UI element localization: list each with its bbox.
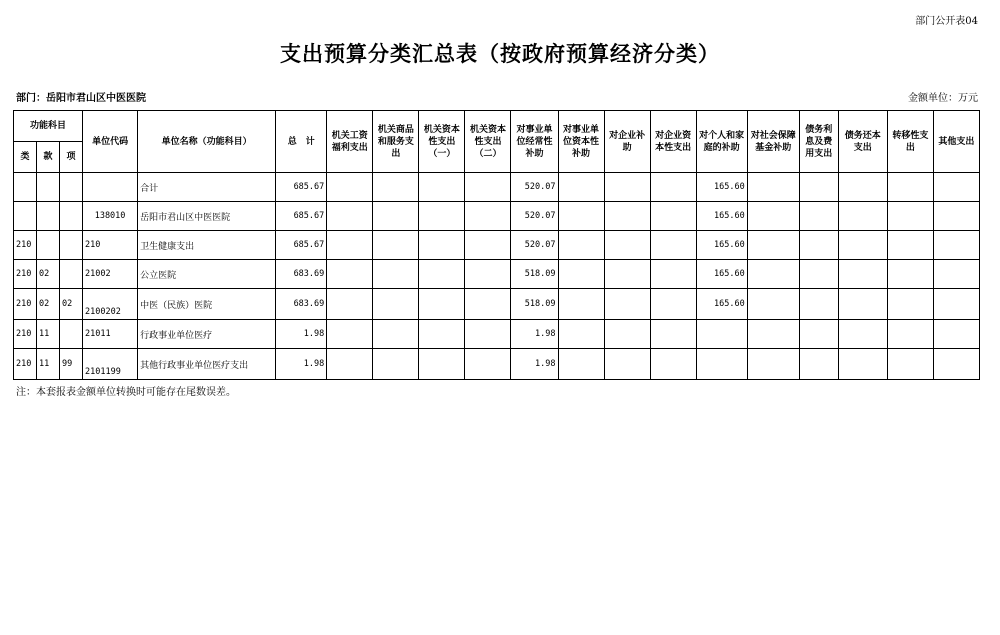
cell-transfer (887, 320, 933, 349)
kuan-cell: 11 (37, 320, 60, 349)
kuan-cell (37, 231, 60, 260)
cell-enterprise-subsidy (604, 202, 650, 231)
cell-staff-welfare (327, 289, 373, 320)
unit-code-cell: 2100202 (83, 289, 138, 320)
cell-enterprise-subsidy (604, 289, 650, 320)
cell-enterprise-capital (650, 202, 696, 231)
table-row (14, 289, 980, 320)
table-row (14, 231, 980, 260)
cell-institution-capital (558, 320, 604, 349)
cell-institution-recurrent: 520.07 (511, 202, 558, 231)
cell-debt-principal (838, 260, 887, 289)
cell-debt-interest (799, 289, 838, 320)
cell-debt-principal (838, 320, 887, 349)
form-number: 部门公开表04 (915, 16, 978, 27)
cell-debt-interest (799, 173, 838, 202)
cell-staff-welfare (327, 202, 373, 231)
total-cell: 683.69 (276, 289, 327, 320)
unit-name-cell: 岳阳市君山区中医医院 (138, 202, 276, 231)
cell-other (933, 231, 979, 260)
cell-institution-recurrent: 520.07 (511, 231, 558, 260)
cell-transfer (887, 231, 933, 260)
cell-enterprise-capital (650, 289, 696, 320)
cell-goods-services (373, 320, 419, 349)
cell-capital-1 (419, 289, 465, 320)
total-cell: 685.67 (276, 202, 327, 231)
cell-goods-services (373, 349, 419, 380)
xiang-cell (60, 260, 83, 289)
cell-capital-2 (465, 320, 511, 349)
total-cell: 685.67 (276, 173, 327, 202)
cell-transfer (887, 173, 933, 202)
cell-enterprise-subsidy (604, 320, 650, 349)
cell-social-security (747, 231, 799, 260)
col-header-debt-interest: 债务利息及费用支出 (799, 111, 838, 173)
budget-table (13, 110, 980, 380)
col-header-other: 其他支出 (933, 111, 979, 173)
cell-social-security (747, 173, 799, 202)
cell-institution-capital (558, 173, 604, 202)
kuan-header: 款 (37, 142, 60, 173)
unit-name-cell: 行政事业单位医疗 (138, 320, 276, 349)
cell-goods-services (373, 231, 419, 260)
cell-goods-services (373, 173, 419, 202)
cell-capital-2 (465, 260, 511, 289)
cell-capital-1 (419, 173, 465, 202)
cell-other (933, 320, 979, 349)
cell-capital-1 (419, 202, 465, 231)
cell-household-subsidy: 165.60 (696, 173, 747, 202)
cell-social-security (747, 349, 799, 380)
cell-other (933, 349, 979, 380)
cell-household-subsidy: 165.60 (696, 202, 747, 231)
total-cell: 1.98 (276, 349, 327, 380)
cell-debt-interest (799, 202, 838, 231)
cell-institution-recurrent: 518.09 (511, 289, 558, 320)
lei-cell (14, 202, 37, 231)
cell-household-subsidy (696, 349, 747, 380)
unit-name-header: 单位名称（功能科目） (138, 111, 276, 173)
cell-capital-2 (465, 231, 511, 260)
xiang-cell (60, 202, 83, 231)
xiang-cell (60, 173, 83, 202)
cell-debt-principal (838, 289, 887, 320)
cell-enterprise-subsidy (604, 349, 650, 380)
cell-debt-interest (799, 260, 838, 289)
unit-code-cell (83, 173, 138, 202)
col-header-institution-capital: 对事业单位资本性补助 (558, 111, 604, 173)
cell-other (933, 260, 979, 289)
unit-code-header: 单位代码 (83, 111, 138, 173)
lei-cell: 210 (14, 289, 37, 320)
cell-institution-recurrent: 1.98 (511, 349, 558, 380)
lei-cell (14, 173, 37, 202)
cell-institution-capital (558, 202, 604, 231)
kuan-cell (37, 173, 60, 202)
xiang-cell: 02 (60, 289, 83, 320)
cell-institution-capital (558, 260, 604, 289)
cell-enterprise-capital (650, 260, 696, 289)
unit-code-cell: 21002 (83, 260, 138, 289)
col-header-transfer: 转移性支出 (887, 111, 933, 173)
lei-cell: 210 (14, 320, 37, 349)
cell-social-security (747, 260, 799, 289)
cell-household-subsidy: 165.60 (696, 289, 747, 320)
xiang-cell (60, 231, 83, 260)
cell-debt-interest (799, 349, 838, 380)
total-cell: 685.67 (276, 231, 327, 260)
func-subject-header: 功能科目 (14, 111, 83, 142)
kuan-cell (37, 202, 60, 231)
cell-transfer (887, 260, 933, 289)
cell-other (933, 289, 979, 320)
page-title: 支出预算分类汇总表（按政府预算经济分类） (280, 41, 720, 66)
kuan-cell: 11 (37, 349, 60, 380)
cell-transfer (887, 202, 933, 231)
cell-staff-welfare (327, 349, 373, 380)
cell-enterprise-capital (650, 320, 696, 349)
cell-household-subsidy (696, 320, 747, 349)
cell-capital-2 (465, 173, 511, 202)
cell-social-security (747, 320, 799, 349)
col-header-capital-1: 机关资本性支出（一） (419, 111, 465, 173)
cell-institution-capital (558, 349, 604, 380)
col-header-household-subsidy: 对个人和家庭的补助 (696, 111, 747, 173)
cell-enterprise-subsidy (604, 231, 650, 260)
cell-staff-welfare (327, 231, 373, 260)
col-header-staff-welfare: 机关工资福利支出 (327, 111, 373, 173)
kuan-cell: 02 (37, 289, 60, 320)
cell-debt-principal (838, 349, 887, 380)
cell-capital-2 (465, 202, 511, 231)
cell-household-subsidy: 165.60 (696, 260, 747, 289)
xiang-cell (60, 320, 83, 349)
unit-name-cell: 公立医院 (138, 260, 276, 289)
cell-household-subsidy: 165.60 (696, 231, 747, 260)
cell-capital-1 (419, 320, 465, 349)
lei-header: 类 (14, 142, 37, 173)
cell-staff-welfare (327, 320, 373, 349)
cell-capital-1 (419, 231, 465, 260)
cell-debt-principal (838, 231, 887, 260)
cell-institution-capital (558, 289, 604, 320)
cell-social-security (747, 289, 799, 320)
cell-goods-services (373, 260, 419, 289)
cell-institution-recurrent: 518.09 (511, 260, 558, 289)
cell-debt-principal (838, 173, 887, 202)
unit-code-cell: 138010 (83, 202, 138, 231)
department-label: 部门：岳阳市君山区中医医院 (16, 93, 146, 104)
cell-other (933, 173, 979, 202)
cell-institution-capital (558, 231, 604, 260)
cell-other (933, 202, 979, 231)
col-header-goods-services: 机关商品和服务支出 (373, 111, 419, 173)
xiang-cell: 99 (60, 349, 83, 380)
footnote: 注：本套报表金额单位转换时可能存在尾数误差。 (16, 387, 236, 398)
cell-enterprise-capital (650, 173, 696, 202)
total-cell: 1.98 (276, 320, 327, 349)
table-row (14, 202, 980, 231)
unit-name-cell: 其他行政事业单位医疗支出 (138, 349, 276, 380)
amount-unit-label: 金额单位：万元 (908, 93, 978, 104)
cell-enterprise-capital (650, 231, 696, 260)
cell-goods-services (373, 202, 419, 231)
lei-cell: 210 (14, 349, 37, 380)
unit-name-cell: 卫生健康支出 (138, 231, 276, 260)
cell-capital-1 (419, 349, 465, 380)
unit-name-cell: 合计 (138, 173, 276, 202)
unit-code-cell: 2101199 (83, 349, 138, 380)
cell-debt-interest (799, 231, 838, 260)
col-header-enterprise-subsidy: 对企业补助 (604, 111, 650, 173)
unit-name-cell: 中医（民族）医院 (138, 289, 276, 320)
col-header-enterprise-capital: 对企业资本性支出 (650, 111, 696, 173)
cell-institution-recurrent: 1.98 (511, 320, 558, 349)
total-header: 总 计 (276, 111, 327, 173)
cell-enterprise-subsidy (604, 173, 650, 202)
kuan-cell: 02 (37, 260, 60, 289)
xiang-header: 项 (60, 142, 83, 173)
cell-social-security (747, 202, 799, 231)
col-header-institution-recurrent: 对事业单位经常性补助 (511, 111, 558, 173)
cell-staff-welfare (327, 173, 373, 202)
cell-capital-2 (465, 349, 511, 380)
cell-capital-1 (419, 260, 465, 289)
cell-transfer (887, 289, 933, 320)
cell-capital-2 (465, 289, 511, 320)
cell-enterprise-subsidy (604, 260, 650, 289)
lei-cell: 210 (14, 231, 37, 260)
total-cell: 683.69 (276, 260, 327, 289)
cell-staff-welfare (327, 260, 373, 289)
col-header-capital-2: 机关资本性支出（二） (465, 111, 511, 173)
cell-enterprise-capital (650, 349, 696, 380)
unit-code-cell: 210 (83, 231, 138, 260)
lei-cell: 210 (14, 260, 37, 289)
table-row (14, 260, 980, 289)
cell-debt-principal (838, 202, 887, 231)
table-row (14, 173, 980, 202)
unit-code-cell: 21011 (83, 320, 138, 349)
cell-institution-recurrent: 520.07 (511, 173, 558, 202)
table-row (14, 320, 980, 349)
col-header-social-security: 对社会保障基金补助 (747, 111, 799, 173)
table-row (14, 349, 980, 380)
cell-transfer (887, 349, 933, 380)
col-header-debt-principal: 债务还本支出 (838, 111, 887, 173)
cell-goods-services (373, 289, 419, 320)
cell-debt-interest (799, 320, 838, 349)
